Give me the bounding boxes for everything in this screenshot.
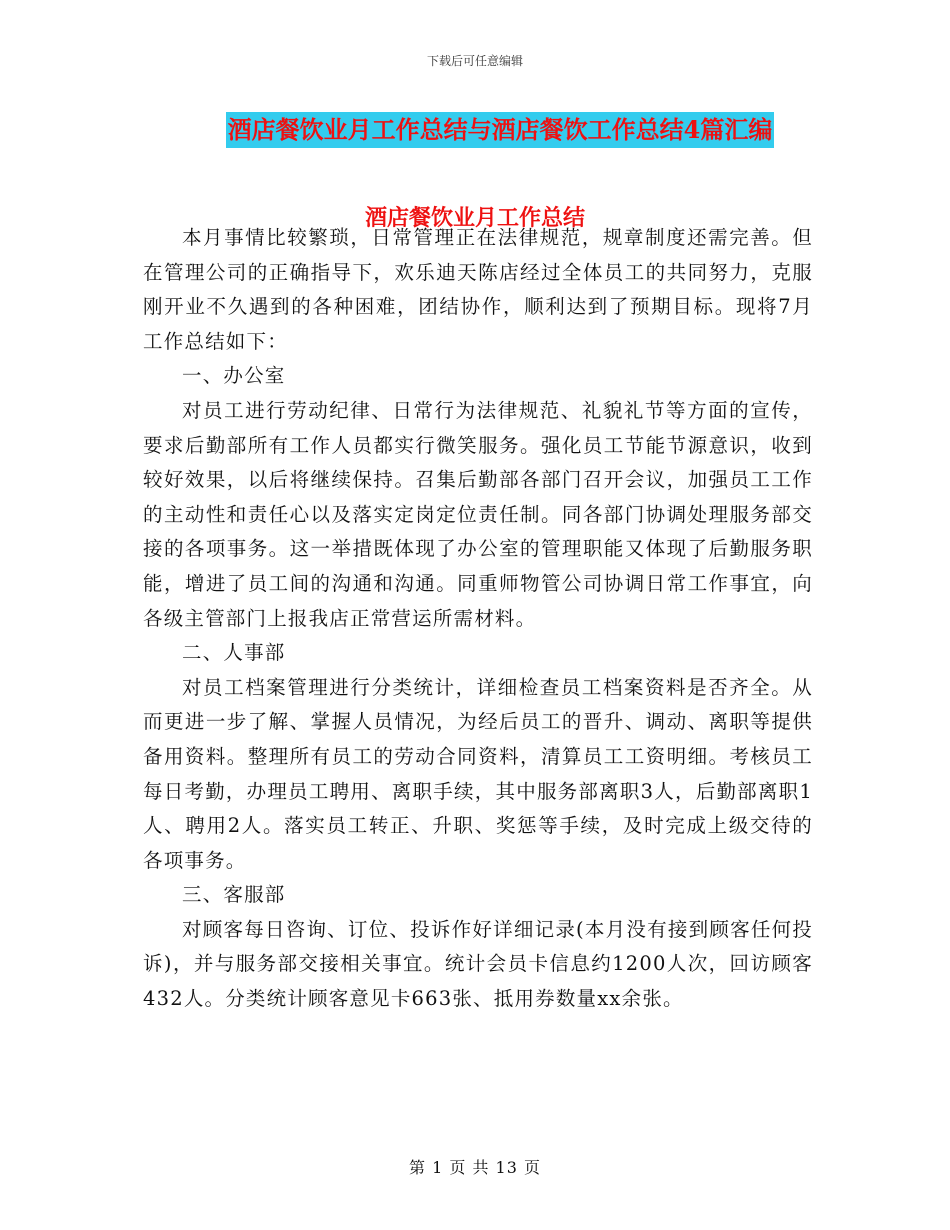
section-title: 酒店餐饮业月工作总结 [364,205,585,231]
page-header-note: 下载后可任意编辑 [426,54,523,68]
heading-customer-service: 三、客服部 [182,883,286,907]
heading-office: 一、办公室 [182,364,286,388]
page-number: 第 1 页 共 13 页 [409,1158,541,1177]
paragraph-intro: 本月事情比较繁琐，日常管理正在法律规范，规章制度还需完善。但在管理公司的正确指导下，欢乐迪天陈店经过全体员工的共同努力，克服刚开业不久遇到的各种困难，团结协作，顺利达到了预期目标。现将7月工作总结如下： [143,226,813,353]
main-title-container [0,112,950,148]
document-body [143,221,813,1017]
paragraph-customer-service: 对顾客每日咨询、订位、投诉作好详细记录(本月没有接到顾客任何投诉)，并与服务部交接相关事宜。统计会员卡信息约1200人次，回访顾客432人。分类统计顾客意见卡663张、抵用券数量xx余张。 [143,917,813,1011]
paragraph-office: 对员工进行劳动纪律、日常行为法律规范、礼貌礼节等方面的宣传，要求后勤部所有工作人员都实行微笑服务。强化员工节能节源意识，收到较好效果，以后将继续保持。召集后勤部各部门召开会议，加强员工工作的主动性和责任心以及落实定岗定位责任制。同各部门协调处理服务部交接的各项事务。这一举措既体现了办公室的管理职能又体现了后勤服务职能，增进了员工间的沟通和沟通。同重师物管公司协调日常工作事宜，向各级主管部门上报我店正常营运所需材料。 [143,398,813,630]
heading-hr: 二、人事部 [182,641,286,665]
main-title: 酒店餐饮业月工作总结与酒店餐饮工作总结4篇汇编 [226,112,775,148]
paragraph-hr: 对员工档案管理进行分类统计，详细检查员工档案资料是否齐全。从而更进一步了解、掌握人员情况，为经后员工的晋升、调动、离职等提供备用资料。整理所有员工的劳动合同资料，清算员工工资明细。考核员工每日考勤，办理员工聘用、离职手续，其中服务部离职3人，后勤部离职1人、聘用2人。落实员工转正、升职、奖惩等手续，及时完成上级交待的各项事务。 [143,675,813,872]
